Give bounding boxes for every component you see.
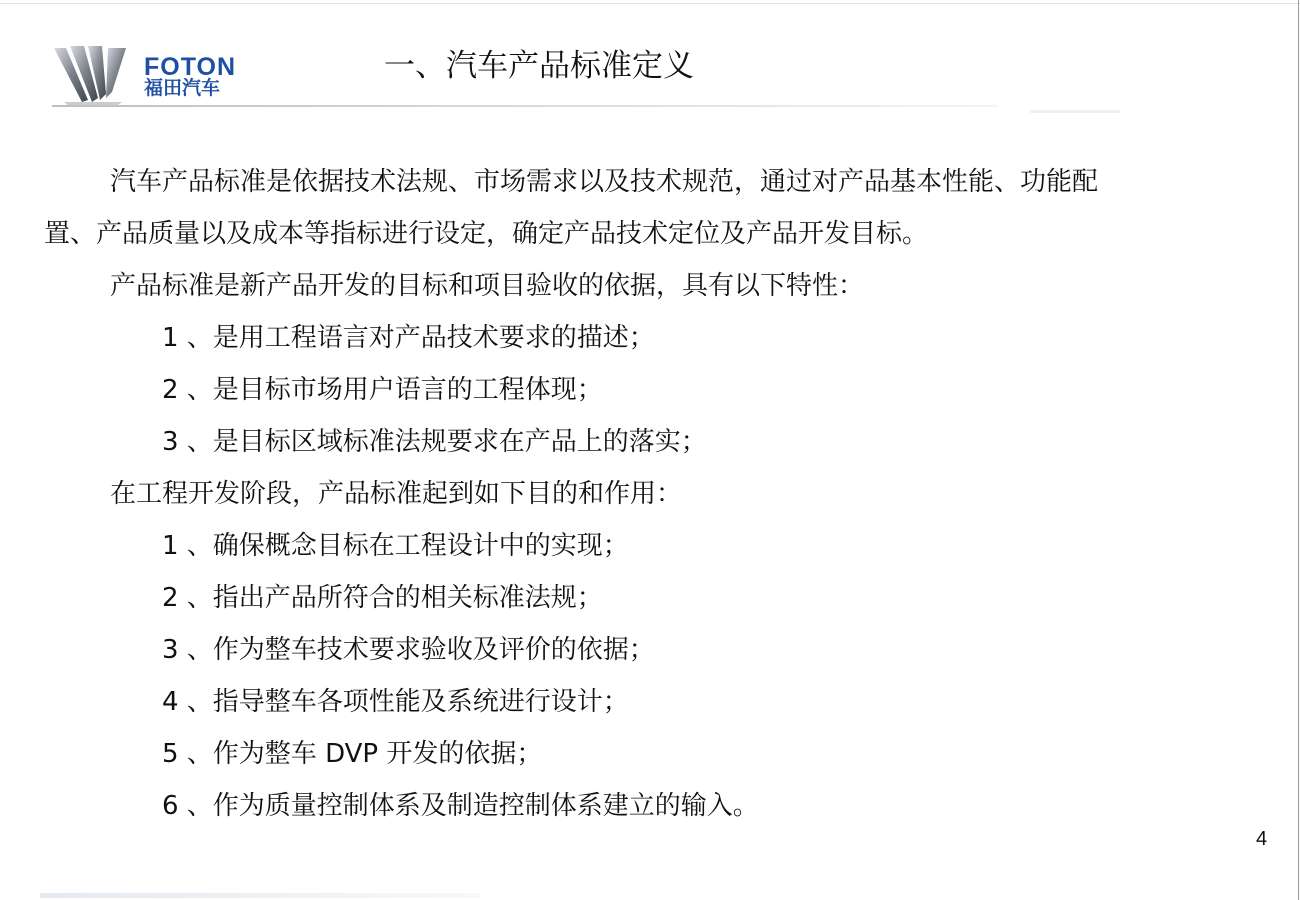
bottom-decoration [40,893,480,898]
characteristic-item: 3 、是目标区域标准法规要求在产品上的落实； [162,427,707,457]
purpose-item: 3 、作为整车技术要求验收及评价的依据； [162,635,655,665]
decorative-bar [1030,110,1120,113]
purpose-item: 4 、指导整车各项性能及系统进行设计； [162,687,629,717]
characteristics-heading: 产品标准是新产品开发的目标和项目验收的依据，具有以下特性： [110,271,865,301]
purpose-item: 2 、指出产品所符合的相关标准法规； [162,583,603,613]
characteristic-item: 1 、是用工程语言对产品技术要求的描述； [162,323,655,353]
logo-brand-cn: 福田汽车 [144,78,221,99]
intro-paragraph-line1: 汽车产品标准是依据技术法规、市场需求以及技术规范，通过对产品基本性能、功能配 [110,167,1099,197]
title-divider [52,105,998,107]
slide-body [44,156,1274,832]
purpose-item: 6 、作为质量控制体系及制造控制体系建立的输入。 [162,791,759,821]
purpose-item: 1 、确保概念目标在工程设计中的实现； [162,531,629,561]
page-number: 4 [1256,828,1268,850]
intro-paragraph-line2: 置、产品质量以及成本等指标进行设定，确定产品技术定位及产品开发目标。 [44,219,929,249]
foton-logo [52,42,292,106]
top-border-line [0,3,1300,4]
logo-text [144,54,236,100]
slide-title: 一、汽车产品标准定义 [384,48,694,84]
logo-brand-en: FOTON [144,53,237,81]
purpose-item: 5 、作为整车 DVP 开发的依据； [162,739,543,769]
right-border-line [1298,0,1299,900]
foton-emblem-icon [52,42,138,106]
purposes-heading: 在工程开发阶段，产品标准起到如下目的和作用： [110,479,683,509]
characteristic-item: 2 、是目标市场用户语言的工程体现； [162,375,603,405]
